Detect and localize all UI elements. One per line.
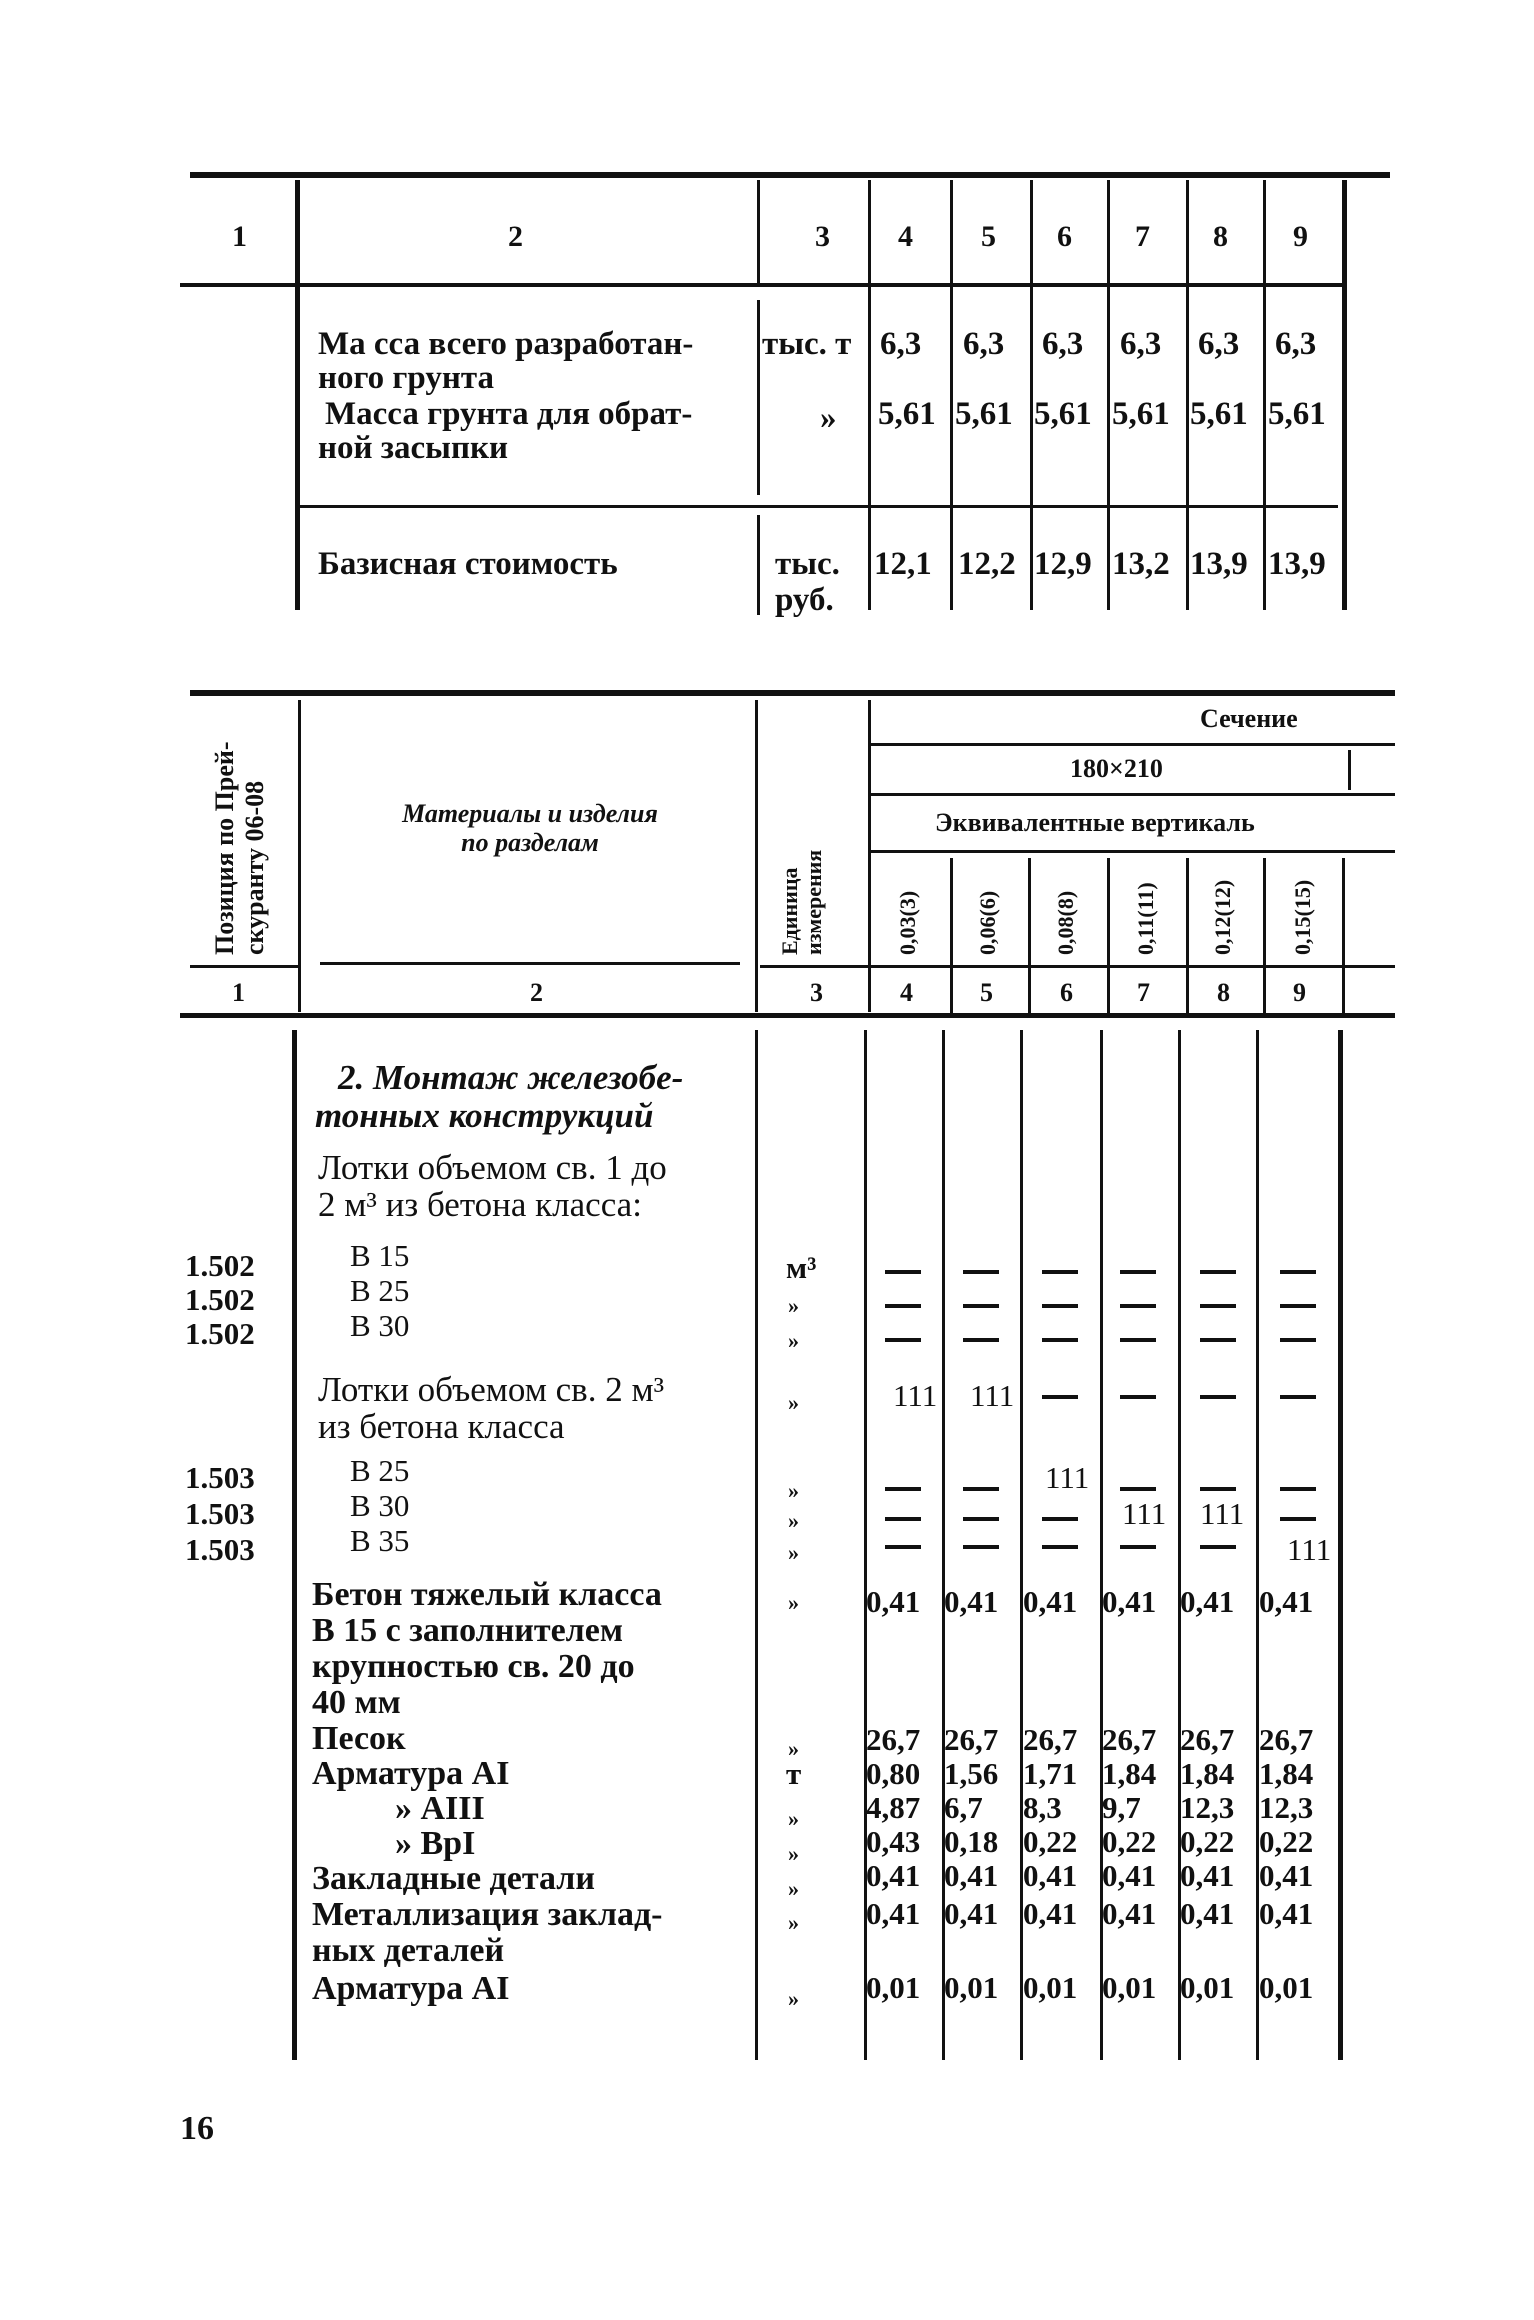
t2-tail4-v4: 0,43 bbox=[866, 1824, 921, 1859]
t1-row1-v9: 6,3 bbox=[1275, 326, 1317, 362]
t1-row2-v4: 5,61 bbox=[878, 396, 936, 432]
t2-tail2-v8: 1,84 bbox=[1180, 1756, 1235, 1791]
t2-equiv-col-8: 0,12(12) bbox=[1210, 879, 1235, 955]
t2-beton-line4: 40 мм bbox=[312, 1684, 401, 1721]
t2-last-v5: 0,01 bbox=[944, 1970, 999, 2005]
t2-num-1: 1 bbox=[232, 978, 245, 1007]
t1-col-4: 4 bbox=[898, 220, 913, 253]
t2-equiv-col-6: 0,08(8) bbox=[1053, 890, 1078, 955]
t2-num-5: 5 bbox=[980, 978, 993, 1007]
t2-col3-header-line2: измерения bbox=[801, 849, 827, 955]
t2-tail2-unit: т bbox=[786, 1756, 802, 1791]
t2-equiv-col-9: 0,15(15) bbox=[1290, 879, 1315, 955]
t2-metal-v6: 0,41 bbox=[1023, 1896, 1078, 1931]
t1-row2-unit: » bbox=[820, 400, 837, 436]
t2-tail3-v5: 6,7 bbox=[944, 1790, 983, 1825]
t1-col-6: 6 bbox=[1057, 220, 1072, 253]
t2-section-title-line2: тонных конструкций bbox=[315, 1096, 654, 1135]
t2-g1r1-pos: 1.502 bbox=[185, 1248, 255, 1283]
t2-col3-header-line1: Единица bbox=[777, 867, 802, 955]
t2-num-4: 4 bbox=[900, 978, 913, 1007]
t2-tail5-v4: 0,41 bbox=[866, 1858, 921, 1893]
t2-col2-header bbox=[310, 800, 750, 857]
t2-g2r2-name: В 30 bbox=[350, 1488, 410, 1523]
t2-group2-v4: 111 bbox=[893, 1378, 938, 1413]
t2-g2r3-unit: » bbox=[788, 1540, 799, 1565]
t1-row2-v9: 5,61 bbox=[1268, 396, 1326, 432]
t2-tail2-v6: 1,71 bbox=[1023, 1756, 1078, 1791]
t2-last-v9: 0,01 bbox=[1259, 1970, 1314, 2005]
t2-tail5-name: Закладные детали bbox=[312, 1860, 595, 1897]
t2-tail1-v8: 26,7 bbox=[1180, 1722, 1235, 1757]
t2-group2-v7 bbox=[1120, 1395, 1156, 1399]
t2-beton-line1: Бетон тяжелый класса bbox=[312, 1576, 662, 1613]
t2-group2-v8 bbox=[1200, 1395, 1236, 1399]
t1-row1-v6: 6,3 bbox=[1042, 326, 1084, 362]
t2-col2-header-line2: по разделам bbox=[461, 827, 599, 857]
t2-beton-unit: » bbox=[788, 1590, 799, 1615]
t2-g2r2-v7: 111 bbox=[1122, 1496, 1167, 1531]
t2-g2r1-v6: 111 bbox=[1045, 1460, 1090, 1495]
t2-tail5-v9: 0,41 bbox=[1259, 1858, 1314, 1893]
t2-g1r1-unit: м³ bbox=[786, 1250, 817, 1285]
t2-num-6: 6 bbox=[1060, 978, 1073, 1007]
t2-g1r3-unit: » bbox=[788, 1328, 799, 1353]
t2-equiv-col-7: 0,11(11) bbox=[1133, 882, 1158, 955]
t1-row2-name-line1: Масса грунта для обрат- bbox=[325, 396, 693, 432]
t2-g1r2-pos: 1.502 bbox=[185, 1282, 255, 1317]
t2-tail3-v8: 12,3 bbox=[1180, 1790, 1235, 1825]
t2-tail2-v5: 1,56 bbox=[944, 1756, 999, 1791]
t2-tail5-v6: 0,41 bbox=[1023, 1858, 1078, 1893]
t2-group2-v5: 111 bbox=[970, 1378, 1015, 1413]
t1-cost-v9: 13,9 bbox=[1268, 546, 1326, 582]
t2-beton-v5: 0,41 bbox=[944, 1584, 999, 1619]
t2-beton-v9: 0,41 bbox=[1259, 1584, 1314, 1619]
t2-beton-v6: 0,41 bbox=[1023, 1584, 1078, 1619]
t2-tail4-v5: 0,18 bbox=[944, 1824, 999, 1859]
t2-group2-unit: » bbox=[788, 1390, 799, 1415]
t2-last-name: Арматура АI bbox=[312, 1970, 510, 2007]
t2-tail3-unit: » bbox=[788, 1806, 799, 1831]
t2-g2r2-v8: 111 bbox=[1200, 1496, 1245, 1531]
t1-col-8: 8 bbox=[1213, 220, 1228, 253]
t2-tail5-v7: 0,41 bbox=[1102, 1858, 1157, 1893]
t1-col-7: 7 bbox=[1135, 220, 1150, 253]
t2-tail5-v5: 0,41 bbox=[944, 1858, 999, 1893]
t2-tail3-v6: 8,3 bbox=[1023, 1790, 1062, 1825]
t1-row2-v7: 5,61 bbox=[1112, 396, 1170, 432]
t2-tail2-v7: 1,84 bbox=[1102, 1756, 1157, 1791]
t2-beton-line2: В 15 с заполнителем bbox=[312, 1612, 623, 1649]
t2-tail3-v7: 9,7 bbox=[1102, 1790, 1141, 1825]
t2-group1-line2: 2 м³ из бетона класса: bbox=[318, 1185, 642, 1224]
t2-tail2-name: Арматура АI bbox=[312, 1755, 510, 1792]
t1-col-1: 1 bbox=[232, 220, 247, 253]
t1-row1-unit: тыс. т bbox=[762, 326, 852, 362]
t2-g2r3-v9: 111 bbox=[1287, 1532, 1332, 1567]
t1-row1-name-line1: Ма сса всего разработан- bbox=[318, 326, 694, 362]
t2-tail1-name: Песок bbox=[312, 1720, 406, 1757]
t2-g2r1-unit: » bbox=[788, 1478, 799, 1503]
t2-tail4-v6: 0,22 bbox=[1023, 1824, 1078, 1859]
t1-row2-v6: 5,61 bbox=[1034, 396, 1092, 432]
t2-col2-header-line1: Материалы и изделия bbox=[402, 799, 658, 828]
t2-num-9: 9 bbox=[1293, 978, 1306, 1007]
t1-col-2: 2 bbox=[508, 220, 523, 253]
t1-col-3: 3 bbox=[815, 220, 830, 253]
t1-col-9: 9 bbox=[1293, 220, 1308, 253]
t2-beton-v7: 0,41 bbox=[1102, 1584, 1157, 1619]
t2-section-value: 180×210 bbox=[1070, 754, 1163, 783]
t2-num-3: 3 bbox=[810, 978, 823, 1007]
t2-metal-v4: 0,41 bbox=[866, 1896, 921, 1931]
t1-col-5: 5 bbox=[981, 220, 996, 253]
t1-cost-v8: 13,9 bbox=[1190, 546, 1248, 582]
t1-cost-v7: 13,2 bbox=[1112, 546, 1170, 582]
t2-col1-header bbox=[210, 741, 270, 955]
t2-tail4-name: » ВрI bbox=[395, 1825, 476, 1862]
t2-tail3-name: » АIII bbox=[395, 1790, 485, 1827]
t1-row2-name-line2: ной засыпки bbox=[318, 430, 508, 466]
t2-g1r3-name: В 30 bbox=[350, 1308, 410, 1343]
t1-cost-v5: 12,2 bbox=[958, 546, 1016, 582]
t2-tail2-v9: 1,84 bbox=[1259, 1756, 1314, 1791]
t2-tail2-v4: 0,80 bbox=[866, 1756, 921, 1791]
t2-equiv-col-5: 0,06(6) bbox=[975, 890, 1000, 955]
t2-tail1-v7: 26,7 bbox=[1102, 1722, 1157, 1757]
t1-row2-v5: 5,61 bbox=[955, 396, 1013, 432]
t2-group1-line1: Лотки объемом св. 1 до bbox=[318, 1148, 667, 1187]
t2-tail5-v8: 0,41 bbox=[1180, 1858, 1235, 1893]
t2-metal-v5: 0,41 bbox=[944, 1896, 999, 1931]
t1-row1-v7: 6,3 bbox=[1120, 326, 1162, 362]
t2-last-v8: 0,01 bbox=[1180, 1970, 1235, 2005]
t1-cost-v4: 12,1 bbox=[874, 546, 932, 582]
t2-tail3-v4: 4,87 bbox=[866, 1790, 921, 1825]
t2-g2r2-pos: 1.503 bbox=[185, 1496, 255, 1531]
t2-num-2: 2 bbox=[530, 978, 543, 1007]
t2-num-8: 8 bbox=[1217, 978, 1230, 1007]
t2-tail4-v7: 0,22 bbox=[1102, 1824, 1157, 1859]
t2-beton-v8: 0,41 bbox=[1180, 1584, 1235, 1619]
t2-tail1-unit: » bbox=[788, 1736, 799, 1761]
t2-g2r2-unit: » bbox=[788, 1508, 799, 1533]
t2-tail5-unit: » bbox=[788, 1876, 799, 1901]
t2-col1-header-line1: Позиция по Прей- bbox=[210, 741, 239, 955]
t2-tail4-v9: 0,22 bbox=[1259, 1824, 1314, 1859]
t1-cost-unit-line2: руб. bbox=[775, 582, 834, 618]
t2-metal-v8: 0,41 bbox=[1180, 1896, 1235, 1931]
t2-last-v4: 0,01 bbox=[866, 1970, 921, 2005]
t2-metal-unit: » bbox=[788, 1910, 799, 1935]
t1-cost-v6: 12,9 bbox=[1034, 546, 1092, 582]
t2-group2-line1: Лотки объемом св. 2 м³ bbox=[318, 1370, 665, 1409]
t2-g1r3-pos: 1.502 bbox=[185, 1316, 255, 1351]
t1-cost-unit-line1: тыс. bbox=[775, 546, 840, 582]
t2-metal-line1: Металлизация заклад- bbox=[312, 1896, 663, 1933]
page-number: 16 bbox=[180, 2110, 214, 2147]
t2-metal-v7: 0,41 bbox=[1102, 1896, 1157, 1931]
t2-col1-header-line2: скуранту 06-08 bbox=[239, 780, 269, 955]
t2-metal-v9: 0,41 bbox=[1259, 1896, 1314, 1931]
t2-metal-line2: ных деталей bbox=[312, 1932, 505, 1969]
t1-cost-name: Базисная стоимость bbox=[318, 546, 618, 582]
t2-g2r3-pos: 1.503 bbox=[185, 1532, 255, 1567]
t2-beton-line3: крупностью св. 20 до bbox=[312, 1648, 635, 1685]
t1-row1-v4: 6,3 bbox=[880, 326, 922, 362]
t1-row2-v8: 5,61 bbox=[1190, 396, 1248, 432]
t1-row1-v8: 6,3 bbox=[1198, 326, 1240, 362]
t2-g2r1-pos: 1.503 bbox=[185, 1460, 255, 1495]
t2-last-unit: » bbox=[788, 1986, 799, 2011]
t2-tail1-v6: 26,7 bbox=[1023, 1722, 1078, 1757]
t2-equiv-label: Эквивалентные вертикаль bbox=[935, 808, 1255, 837]
t2-last-v6: 0,01 bbox=[1023, 1970, 1078, 2005]
t2-group2-line2: из бетона класса bbox=[318, 1407, 565, 1446]
t2-g1r1-name: В 15 bbox=[350, 1238, 410, 1273]
t2-beton-v4: 0,41 bbox=[866, 1584, 921, 1619]
t2-tail4-v8: 0,22 bbox=[1180, 1824, 1235, 1859]
t2-group2-v9 bbox=[1280, 1395, 1316, 1399]
t2-last-v7: 0,01 bbox=[1102, 1970, 1157, 2005]
t2-tail1-v4: 26,7 bbox=[866, 1722, 921, 1757]
t2-tail1-v5: 26,7 bbox=[944, 1722, 999, 1757]
t1-row1-name-line2: ного грунта bbox=[318, 360, 494, 396]
t2-group2-v6 bbox=[1042, 1395, 1078, 1399]
t2-g1r2-name: В 25 bbox=[350, 1273, 410, 1308]
t2-g2r1-name: В 25 bbox=[350, 1453, 410, 1488]
t2-section-title-line1: 2. Монтаж железобе- bbox=[338, 1058, 684, 1097]
t2-col3-header bbox=[778, 850, 826, 955]
t2-equiv-col-4: 0,03(3) bbox=[895, 890, 920, 955]
t1-row1-v5: 6,3 bbox=[963, 326, 1005, 362]
t2-tail3-v9: 12,3 bbox=[1259, 1790, 1314, 1825]
t2-num-7: 7 bbox=[1137, 978, 1150, 1007]
t2-g2r3-name: В 35 bbox=[350, 1523, 410, 1558]
t2-g1r2-unit: » bbox=[788, 1293, 799, 1318]
t2-tail1-v9: 26,7 bbox=[1259, 1722, 1314, 1757]
t2-tail4-unit: » bbox=[788, 1841, 799, 1866]
t2-section-label: Сечение bbox=[1200, 704, 1298, 733]
